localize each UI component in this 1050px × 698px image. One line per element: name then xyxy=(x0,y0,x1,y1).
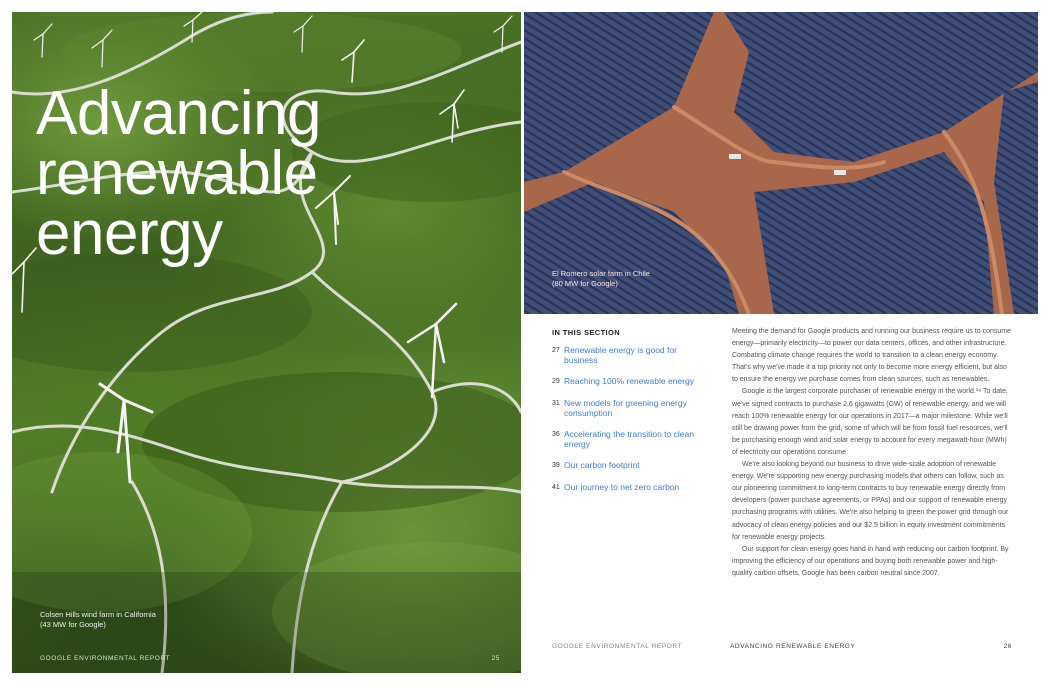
footer-section-label: ADVANCING RENEWABLE ENERGY xyxy=(730,643,856,650)
wind-farm-caption xyxy=(40,610,240,630)
left-footer xyxy=(40,655,500,665)
toc-link[interactable]: Reaching 100% renewable energy xyxy=(564,376,694,386)
toc-link[interactable]: Accelerating the transition to clean energy xyxy=(564,429,694,449)
toc-page-number: 31 xyxy=(552,400,560,407)
toc-link[interactable]: New models for greening energy consumption xyxy=(564,398,687,418)
toc-item[interactable] xyxy=(552,376,702,387)
caption-line: Colsen Hills wind farm in California xyxy=(40,610,156,619)
toc-item[interactable] xyxy=(552,429,702,449)
toc-page-number: 39 xyxy=(552,462,560,469)
caption-line: El Romero solar farm in Chile xyxy=(552,269,650,278)
toc-link[interactable]: Renewable energy is good for business xyxy=(564,345,677,365)
toc-page-number: 41 xyxy=(552,484,560,491)
title-line: renewable xyxy=(36,139,318,208)
body-paragraph: Google is the largest corporate purchaser of renewable energy in the world.¹⁹ To date, we've signed contracts to purchase 2.6 gigawatts (GW) of renewable energy, and we will reach 100% renewable energy for our operations in 2017—a major milestone. While we'll still be drawing power from the grid, some of which will be from fossil fuel resources, we'll be purchasing enough wind and solar energy to account for every megawatt-hour (MWh) of electricity our operations consume. xyxy=(732,388,1008,456)
page-number: 26 xyxy=(1003,643,1012,650)
caption-line: (43 MW for Google) xyxy=(40,620,106,629)
right-page xyxy=(524,12,1038,673)
toc-page-number: 29 xyxy=(552,378,560,385)
solar-farm-caption xyxy=(552,269,752,289)
section-body xyxy=(732,326,1014,580)
toc-item[interactable] xyxy=(552,345,702,365)
right-footer xyxy=(552,643,1012,653)
title-line: Advancing xyxy=(36,79,322,148)
in-this-section-toc xyxy=(552,328,702,504)
caption-line: (80 MW for Google) xyxy=(552,279,618,288)
toc-link[interactable]: Our carbon footprint xyxy=(564,460,640,470)
body-paragraph: Meeting the demand for Google products and running our business require us to consume energy—primarily electricity—to power our data centers, offices, and other infrastructure. Combating climate change requires the world to transition to a clean energy economy. That's why we've made it a top priority not only to become more energy efficient, but also to ensure the energy we purchase comes from clean sources, such as renewables. xyxy=(732,328,1012,384)
footer-report-label: GOOGLE ENVIRONMENTAL REPORT xyxy=(552,643,683,650)
toc-item[interactable] xyxy=(552,482,702,493)
body-paragraph: We're also looking beyond our business to drive wide-scale adoption of renewable energy. We're supporting new energy purchasing models that others can follow, such as our pioneering commitment to long-term contracts to buy renewable energy directly from developers (power purchase agreements, or PPAs) and our support of renewable energy purchasing programs with utilities. We're also helping to green the power grid through our advocacy of clean energy policies and our $2.5 billion in equity investment commitments for renewable energy projects. xyxy=(732,461,1009,541)
toc-page-number: 27 xyxy=(552,347,560,354)
page-number: 25 xyxy=(491,655,500,662)
title-line: energy xyxy=(36,199,223,268)
body-paragraph: Our support for clean energy goes hand in hand with reducing our carbon footprint. By improving the efficiency of our operations and buying both renewable power and high-quality carbon offsets, Google has been carbon neutral since 2007. xyxy=(732,545,1009,577)
footer-report-label: GOOGLE ENVIRONMENTAL REPORT xyxy=(40,655,171,662)
left-page-wind-farm-photo xyxy=(12,12,521,673)
solar-farm-photo xyxy=(524,12,1038,314)
toc-heading: IN THIS SECTION xyxy=(552,328,621,337)
toc-item[interactable] xyxy=(552,398,702,418)
section-title xyxy=(36,79,356,268)
toc-link[interactable]: Our journey to net zero carbon xyxy=(564,482,680,492)
toc-item[interactable] xyxy=(552,460,702,471)
toc-page-number: 36 xyxy=(552,431,560,438)
